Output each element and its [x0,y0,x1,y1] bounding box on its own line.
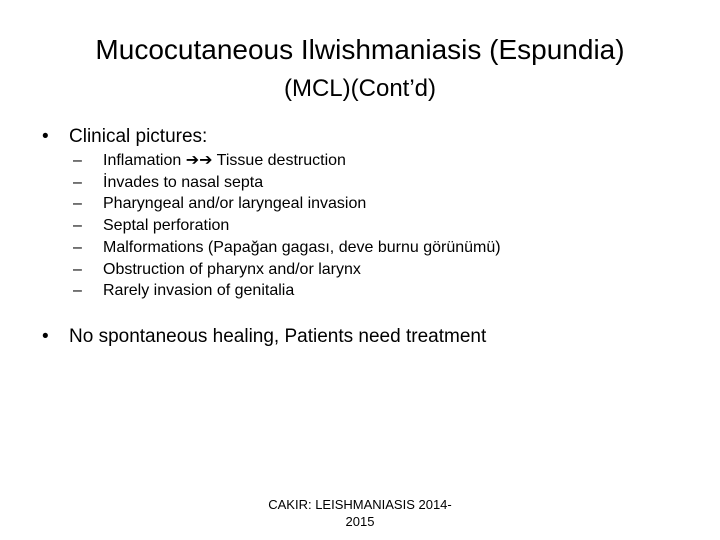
list-item: – Rarely invasion of genitalia [73,280,501,302]
footer-line: 2015 [345,514,375,529]
footer-line: CAKIR: LEISHMANIASIS 2014- [268,497,452,512]
list-item: – Obstruction of pharynx and/or larynx [73,259,501,281]
dash-marker: – [73,195,82,213]
list-item: – Inflamation ➔➔ Tissue destruction [73,150,501,172]
dash-marker: – [73,217,82,235]
list-item: – İnvades to nasal septa [73,172,501,194]
dash-marker: – [73,152,82,169]
bullet-text: Clinical pictures: [69,126,208,147]
list-item: – Septal perforation [73,215,501,237]
bullet-marker: • [42,126,49,147]
bullet-text: No spontaneous healing, Patients need treatment [69,326,487,347]
slide-subtitle: (MCL)(Cont’d) [283,75,436,102]
dash-marker: – [73,238,82,256]
slide-footer [250,496,470,530]
bullet-treatment [42,325,486,349]
clinical-pictures-list [73,150,501,302]
dash-marker: – [73,282,82,300]
slide-title: Mucocutaneous Ilwishmaniasis (Espundia) [95,34,625,65]
list-item: – Malformations (Papağan gagası, deve burnu görünümü) [73,237,501,259]
dash-marker: – [73,260,82,278]
dash-marker: – [73,173,82,191]
list-item: – Pharyngeal and/or laryngeal invasion [73,193,501,215]
bullet-marker: • [42,326,49,347]
bullet-clinical-pictures [42,125,207,149]
